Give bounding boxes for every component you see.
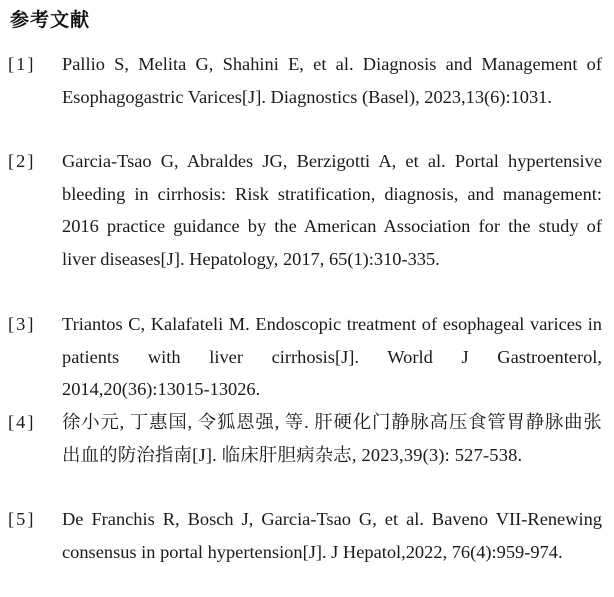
reference-text: Pallio S, Melita G, Shahini E, et al. Diagnosis and Management of Esophagogastric Varices[J]. Diagnostics (Basel), 2023,13(6):1031. bbox=[62, 54, 602, 107]
reference-text: Garcia-Tsao G, Abraldes JG, Berzigotti A, et al. Portal hypertensive bleeding in cirrhosis: Risk stratification, diagnosis, and management: 2016 practice guidance by the American Association for the study of liver diseases[J]. Hepatology, 2017, 65(1):310-335. bbox=[62, 151, 602, 269]
reference-text: Triantos C, Kalafateli M. Endoscopic treatment of esophageal varices in patients with liver cirrhosis[J]. World J Gastroenterol, 2014,20(36):13015-13026. bbox=[62, 314, 602, 400]
reference-number: [3] bbox=[8, 314, 36, 334]
reference-item bbox=[8, 406, 602, 471]
reference-number: [1] bbox=[8, 54, 36, 74]
reference-number: [4] bbox=[8, 412, 36, 432]
reference-number: [5] bbox=[8, 509, 36, 529]
reference-text: De Franchis R, Bosch J, Garcia-Tsao G, et al. Baveno VII-Renewing consensus in portal hypertension[J]. J Hepatol,2022, 76(4):959-974. bbox=[62, 509, 602, 562]
reference-text: 徐小元, 丁惠国, 令狐恩强, 等. 肝硬化门静脉高压食管胃静脉曲张出血的防治指南[J]. 临床肝胆病杂志, 2023,39(3): 527-538. bbox=[62, 412, 602, 465]
reference-item bbox=[8, 308, 602, 406]
reference-item bbox=[8, 48, 602, 113]
references-heading: 参考文献 bbox=[10, 9, 91, 31]
reference-item bbox=[8, 503, 602, 568]
reference-item bbox=[8, 145, 602, 275]
reference-number: [2] bbox=[8, 151, 36, 171]
